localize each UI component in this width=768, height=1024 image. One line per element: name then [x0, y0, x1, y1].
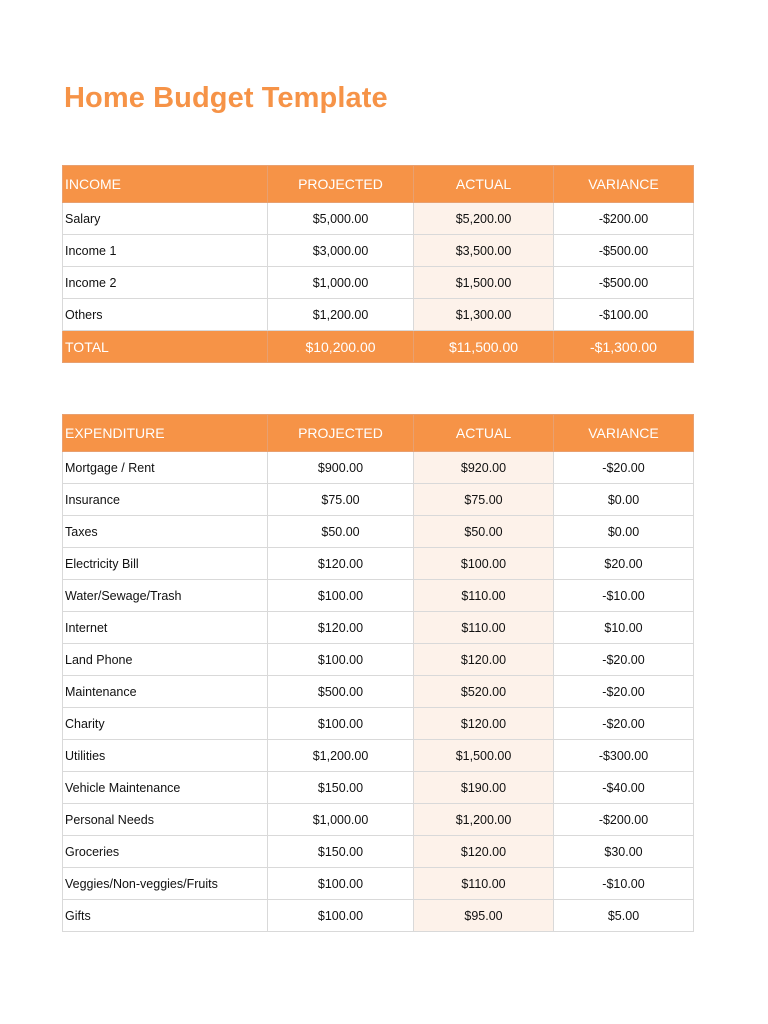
row-label: Personal Needs	[63, 804, 268, 836]
row-actual: $75.00	[414, 484, 554, 516]
expenditure-row	[63, 548, 694, 580]
income-header-row	[63, 166, 694, 203]
expenditure-header-projected: PROJECTED	[268, 415, 414, 452]
row-label: Income 2	[63, 267, 268, 299]
expenditure-row	[63, 676, 694, 708]
row-actual: $1,500.00	[414, 740, 554, 772]
expenditure-header-row	[63, 415, 694, 452]
expenditure-row	[63, 740, 694, 772]
row-label: Water/Sewage/Trash	[63, 580, 268, 612]
row-variance: $5.00	[554, 900, 694, 932]
row-variance: -$500.00	[554, 267, 694, 299]
row-label: Charity	[63, 708, 268, 740]
expenditure-row	[63, 836, 694, 868]
expenditure-header-variance: VARIANCE	[554, 415, 694, 452]
row-variance: $20.00	[554, 548, 694, 580]
row-projected: $5,000.00	[268, 203, 414, 235]
row-label: Vehicle Maintenance	[63, 772, 268, 804]
expenditure-row	[63, 484, 694, 516]
row-variance: -$20.00	[554, 676, 694, 708]
income-table	[62, 165, 694, 363]
row-variance: -$20.00	[554, 708, 694, 740]
row-label: Gifts	[63, 900, 268, 932]
row-actual: $50.00	[414, 516, 554, 548]
expenditure-header-actual: ACTUAL	[414, 415, 554, 452]
row-projected: $120.00	[268, 612, 414, 644]
expenditure-row	[63, 580, 694, 612]
row-variance: $0.00	[554, 484, 694, 516]
row-projected: $3,000.00	[268, 235, 414, 267]
income-header-label: INCOME	[63, 166, 268, 203]
row-actual: $920.00	[414, 452, 554, 484]
income-header-projected: PROJECTED	[268, 166, 414, 203]
row-actual: $110.00	[414, 612, 554, 644]
row-projected: $900.00	[268, 452, 414, 484]
income-row	[63, 267, 694, 299]
row-label: Income 1	[63, 235, 268, 267]
row-variance: $0.00	[554, 516, 694, 548]
row-label: Utilities	[63, 740, 268, 772]
expenditure-table	[62, 414, 694, 932]
row-actual: $120.00	[414, 836, 554, 868]
expenditure-row	[63, 516, 694, 548]
row-actual: $3,500.00	[414, 235, 554, 267]
row-variance: -$20.00	[554, 644, 694, 676]
row-projected: $1,200.00	[268, 299, 414, 331]
row-variance: $10.00	[554, 612, 694, 644]
row-label: Others	[63, 299, 268, 331]
expenditure-row	[63, 644, 694, 676]
income-header-actual: ACTUAL	[414, 166, 554, 203]
expenditure-row	[63, 804, 694, 836]
row-label: Maintenance	[63, 676, 268, 708]
row-variance: -$10.00	[554, 580, 694, 612]
row-label: Groceries	[63, 836, 268, 868]
row-label: Insurance	[63, 484, 268, 516]
row-projected: $75.00	[268, 484, 414, 516]
row-variance: -$200.00	[554, 203, 694, 235]
row-actual: $5,200.00	[414, 203, 554, 235]
row-variance: -$100.00	[554, 299, 694, 331]
row-actual: $190.00	[414, 772, 554, 804]
row-projected: $120.00	[268, 548, 414, 580]
row-projected: $100.00	[268, 708, 414, 740]
row-variance: -$20.00	[554, 452, 694, 484]
total-variance: -$1,300.00	[554, 331, 694, 363]
row-label: Land Phone	[63, 644, 268, 676]
expenditure-row	[63, 868, 694, 900]
income-row	[63, 235, 694, 267]
row-actual: $120.00	[414, 708, 554, 740]
row-projected: $1,200.00	[268, 740, 414, 772]
row-actual: $1,200.00	[414, 804, 554, 836]
row-variance: -$40.00	[554, 772, 694, 804]
row-projected: $50.00	[268, 516, 414, 548]
row-label: Internet	[63, 612, 268, 644]
row-actual: $1,500.00	[414, 267, 554, 299]
row-variance: -$300.00	[554, 740, 694, 772]
row-label: Electricity Bill	[63, 548, 268, 580]
row-label: Veggies/Non-veggies/Fruits	[63, 868, 268, 900]
row-label: Mortgage / Rent	[63, 452, 268, 484]
income-header-variance: VARIANCE	[554, 166, 694, 203]
expenditure-row	[63, 900, 694, 932]
row-projected: $100.00	[268, 868, 414, 900]
total-label: TOTAL	[63, 331, 268, 363]
expenditure-row	[63, 452, 694, 484]
row-label: Taxes	[63, 516, 268, 548]
row-projected: $150.00	[268, 772, 414, 804]
expenditure-row	[63, 708, 694, 740]
row-variance: -$200.00	[554, 804, 694, 836]
total-actual: $11,500.00	[414, 331, 554, 363]
expenditure-row	[63, 612, 694, 644]
row-actual: $95.00	[414, 900, 554, 932]
row-actual: $120.00	[414, 644, 554, 676]
row-actual: $520.00	[414, 676, 554, 708]
row-label: Salary	[63, 203, 268, 235]
row-variance: -$500.00	[554, 235, 694, 267]
row-actual: $110.00	[414, 868, 554, 900]
total-projected: $10,200.00	[268, 331, 414, 363]
total-row	[63, 331, 694, 363]
expenditure-header-label: EXPENDITURE	[63, 415, 268, 452]
row-projected: $100.00	[268, 644, 414, 676]
row-projected: $500.00	[268, 676, 414, 708]
row-actual: $100.00	[414, 548, 554, 580]
row-projected: $150.00	[268, 836, 414, 868]
row-projected: $100.00	[268, 900, 414, 932]
row-projected: $1,000.00	[268, 267, 414, 299]
row-variance: -$10.00	[554, 868, 694, 900]
income-row	[63, 299, 694, 331]
row-projected: $100.00	[268, 580, 414, 612]
row-variance: $30.00	[554, 836, 694, 868]
row-actual: $1,300.00	[414, 299, 554, 331]
page-title: Home Budget Template	[64, 82, 388, 114]
row-actual: $110.00	[414, 580, 554, 612]
expenditure-row	[63, 772, 694, 804]
row-projected: $1,000.00	[268, 804, 414, 836]
income-row	[63, 203, 694, 235]
